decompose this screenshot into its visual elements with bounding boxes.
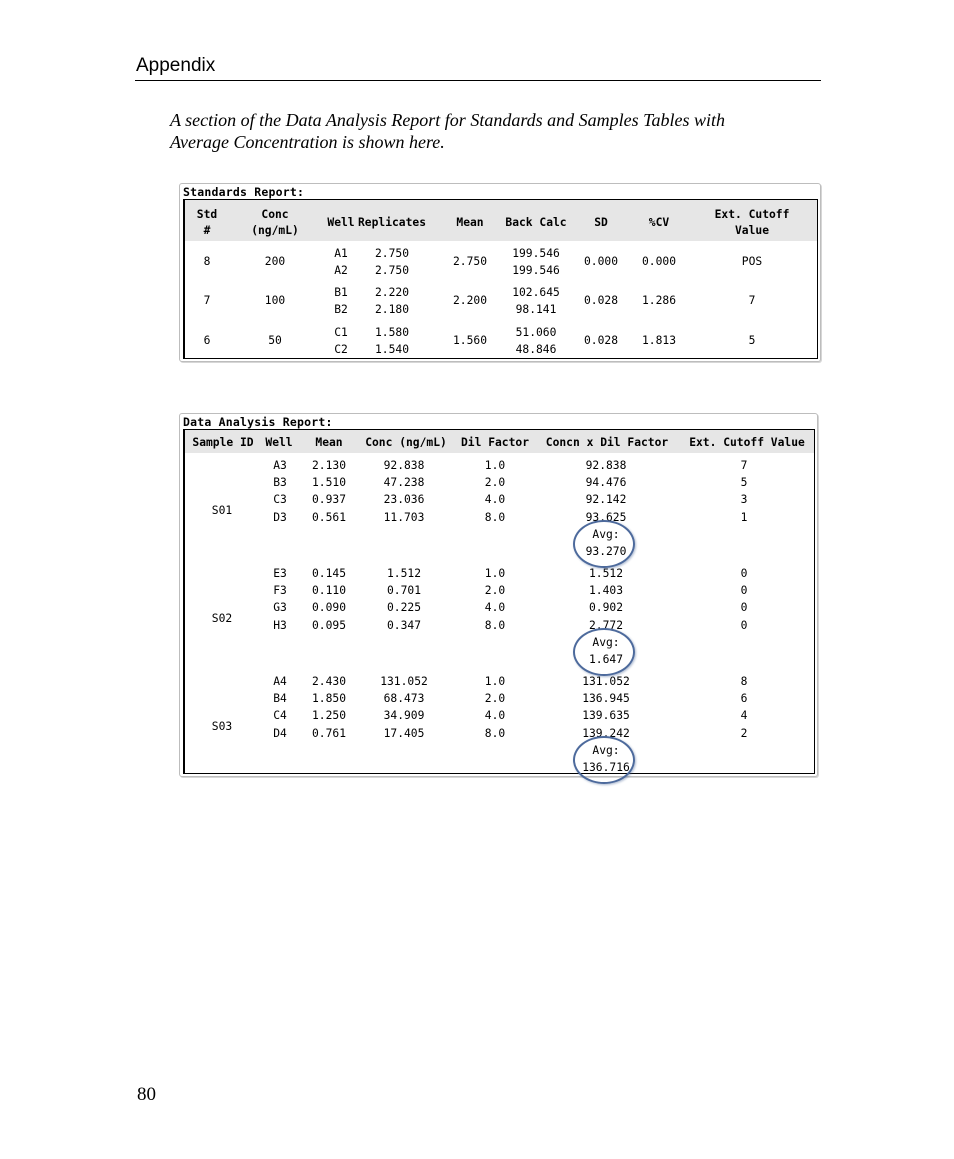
sample-dil-factor: 1.0 — [484, 567, 506, 580]
sample-concn-x-dil: 136.945 — [582, 692, 630, 705]
sample-conc: 11.703 — [383, 511, 425, 524]
std-cv: 1.286 — [641, 294, 677, 307]
sample-well: H3 — [273, 619, 287, 632]
col-header-conc: Conc (ng/mL) — [365, 436, 447, 449]
sample-dil-factor: 8.0 — [484, 727, 506, 740]
col-header-cutoff: Ext. Cutoff — [714, 208, 790, 221]
col-header-mean: Mean — [315, 436, 343, 449]
section-title: Appendix — [136, 55, 216, 76]
col-header-mean: Mean — [456, 216, 484, 229]
std-replicate: 2.750 — [374, 247, 410, 260]
std-back-calc: 102.645 — [512, 286, 560, 299]
std-cutoff: 7 — [748, 294, 756, 307]
sample-dil-factor: 4.0 — [484, 493, 506, 506]
sample-conc: 1.512 — [386, 567, 422, 580]
sample-conc: 68.473 — [383, 692, 425, 705]
sample-conc: 23.036 — [383, 493, 425, 506]
col-header-cv: %CV — [648, 216, 670, 229]
std-replicate: 2.750 — [374, 264, 410, 277]
sample-concn-x-dil: 2.772 — [588, 619, 624, 632]
std-sd: 0.028 — [583, 334, 619, 347]
page-header — [135, 54, 821, 81]
sample-dil-factor: 4.0 — [484, 601, 506, 614]
std-number: 8 — [203, 255, 211, 268]
avg-value: 93.270 — [585, 545, 627, 558]
sample-cutoff: 0 — [740, 584, 748, 597]
avg-highlight-circle — [573, 736, 635, 784]
sample-mean: 0.761 — [311, 727, 347, 740]
std-conc: 200 — [264, 255, 286, 268]
sample-well: F3 — [273, 584, 287, 597]
sample-cutoff: 0 — [740, 567, 748, 580]
sample-concn-x-dil: 139.635 — [582, 709, 630, 722]
sample-dil-factor: 8.0 — [484, 511, 506, 524]
std-replicate: 2.220 — [374, 286, 410, 299]
sample-cutoff: 7 — [740, 459, 748, 472]
col-header-cutoff: Ext. Cutoff Value — [689, 436, 805, 449]
std-mean: 2.200 — [452, 294, 488, 307]
sample-mean: 1.850 — [311, 692, 347, 705]
std-well: C2 — [334, 343, 348, 356]
caption-line: Average Concentration is shown here. — [170, 132, 445, 152]
sample-cutoff: 8 — [740, 675, 748, 688]
avg-highlight-circle — [573, 520, 635, 568]
page-number: 80 — [137, 1084, 156, 1105]
sample-cutoff: 0 — [740, 619, 748, 632]
sample-id: S02 — [211, 612, 233, 625]
std-back-calc: 98.141 — [515, 303, 557, 316]
sample-well: A4 — [273, 675, 287, 688]
sample-concn-x-dil: 92.838 — [585, 459, 627, 472]
std-cv: 1.813 — [641, 334, 677, 347]
sample-dil-factor: 2.0 — [484, 584, 506, 597]
col-header-conc: (ng/mL) — [251, 224, 299, 237]
sample-well: C4 — [273, 709, 287, 722]
avg-value: 136.716 — [582, 761, 630, 774]
sample-mean: 2.430 — [311, 675, 347, 688]
std-back-calc: 48.846 — [515, 343, 557, 356]
sample-id: S01 — [211, 504, 233, 517]
std-replicate: 2.180 — [374, 303, 410, 316]
caption-line: A section of the Data Analysis Report for Standards and Samples Tables with — [170, 110, 726, 130]
sample-dil-factor: 1.0 — [484, 675, 506, 688]
std-back-calc: 51.060 — [515, 326, 557, 339]
sample-dil-factor: 4.0 — [484, 709, 506, 722]
std-well: B1 — [334, 286, 348, 299]
sample-mean: 0.937 — [311, 493, 347, 506]
sample-conc: 47.238 — [383, 476, 425, 489]
sample-concn-x-dil: 93.625 — [585, 511, 627, 524]
std-replicate: 1.540 — [374, 343, 410, 356]
sample-cutoff: 6 — [740, 692, 748, 705]
std-conc: 50 — [268, 334, 282, 347]
col-header-cutoff: Value — [734, 224, 770, 237]
avg-value: 1.647 — [588, 653, 624, 666]
sample-mean: 0.090 — [311, 601, 347, 614]
sample-concn-x-dil: 139.242 — [582, 727, 630, 740]
std-sd: 0.028 — [583, 294, 619, 307]
sample-mean: 0.095 — [311, 619, 347, 632]
sample-well: C3 — [273, 493, 287, 506]
sample-cutoff: 1 — [740, 511, 748, 524]
sample-conc: 0.347 — [386, 619, 422, 632]
sample-conc: 0.701 — [386, 584, 422, 597]
col-header-replicates: Replicates — [357, 216, 427, 229]
sample-mean: 0.561 — [311, 511, 347, 524]
sample-cutoff: 5 — [740, 476, 748, 489]
sample-id: S03 — [211, 720, 233, 733]
sample-mean: 2.130 — [311, 459, 347, 472]
sample-well: D3 — [273, 511, 287, 524]
col-header-sample-id: Sample ID — [192, 436, 254, 449]
sample-cutoff: 4 — [740, 709, 748, 722]
sample-concn-x-dil: 0.902 — [588, 601, 624, 614]
data-analysis-table — [183, 429, 815, 774]
std-cv: 0.000 — [641, 255, 677, 268]
avg-label: Avg: — [592, 744, 620, 757]
data-analysis-report-panel — [179, 413, 818, 777]
avg-highlight-circle — [573, 628, 635, 676]
sample-conc: 34.909 — [383, 709, 425, 722]
sample-mean: 0.145 — [311, 567, 347, 580]
sample-well: D4 — [273, 727, 287, 740]
col-header-well: Well — [327, 216, 355, 229]
std-well: B2 — [334, 303, 348, 316]
std-back-calc: 199.546 — [512, 264, 560, 277]
sample-well: G3 — [273, 601, 287, 614]
std-conc: 100 — [264, 294, 286, 307]
sample-concn-x-dil: 1.512 — [588, 567, 624, 580]
sample-conc: 17.405 — [383, 727, 425, 740]
sample-conc: 131.052 — [380, 675, 428, 688]
sample-concn-x-dil: 131.052 — [582, 675, 630, 688]
sample-cutoff: 2 — [740, 727, 748, 740]
col-header-sd: SD — [594, 216, 608, 229]
sample-mean: 1.250 — [311, 709, 347, 722]
sample-concn-x-dil: 94.476 — [585, 476, 627, 489]
standards-report-title: Standards Report: — [183, 185, 305, 199]
col-header-std: Std — [196, 208, 218, 221]
col-header-well: Well — [265, 436, 293, 449]
sample-conc: 92.838 — [383, 459, 425, 472]
sample-dil-factor: 8.0 — [484, 619, 506, 632]
std-number: 6 — [203, 334, 211, 347]
data-analysis-report-title: Data Analysis Report: — [183, 415, 333, 429]
std-mean: 1.560 — [452, 334, 488, 347]
sample-mean: 1.510 — [311, 476, 347, 489]
std-mean: 2.750 — [452, 255, 488, 268]
sample-well: A3 — [273, 459, 287, 472]
standards-report-panel — [179, 183, 821, 362]
sample-well: B4 — [273, 692, 287, 705]
std-well: A2 — [334, 264, 348, 277]
avg-label: Avg: — [592, 636, 620, 649]
std-well: A1 — [334, 247, 348, 260]
col-header-conc: Conc — [261, 208, 289, 221]
std-back-calc: 199.546 — [512, 247, 560, 260]
standards-table — [183, 199, 818, 359]
std-sd: 0.000 — [583, 255, 619, 268]
col-header-dil-factor: Dil Factor — [460, 436, 530, 449]
sample-well: B3 — [273, 476, 287, 489]
sample-cutoff: 3 — [740, 493, 748, 506]
std-replicate: 1.580 — [374, 326, 410, 339]
col-header-back-calc: Back Calc — [505, 216, 567, 229]
std-number: 7 — [203, 294, 211, 307]
sample-well: E3 — [273, 567, 287, 580]
figure-caption — [170, 109, 810, 153]
sample-concn-x-dil: 92.142 — [585, 493, 627, 506]
sample-mean: 0.110 — [311, 584, 347, 597]
std-cutoff: POS — [741, 255, 763, 268]
sample-dil-factor: 2.0 — [484, 476, 506, 489]
col-header-concn-x-dil: Concn x Dil Factor — [545, 436, 669, 449]
sample-conc: 0.225 — [386, 601, 422, 614]
sample-dil-factor: 1.0 — [484, 459, 506, 472]
sample-cutoff: 0 — [740, 601, 748, 614]
std-well: C1 — [334, 326, 348, 339]
std-cutoff: 5 — [748, 334, 756, 347]
sample-dil-factor: 2.0 — [484, 692, 506, 705]
col-header-std: # — [203, 224, 211, 237]
avg-label: Avg: — [592, 528, 620, 541]
sample-concn-x-dil: 1.403 — [588, 584, 624, 597]
